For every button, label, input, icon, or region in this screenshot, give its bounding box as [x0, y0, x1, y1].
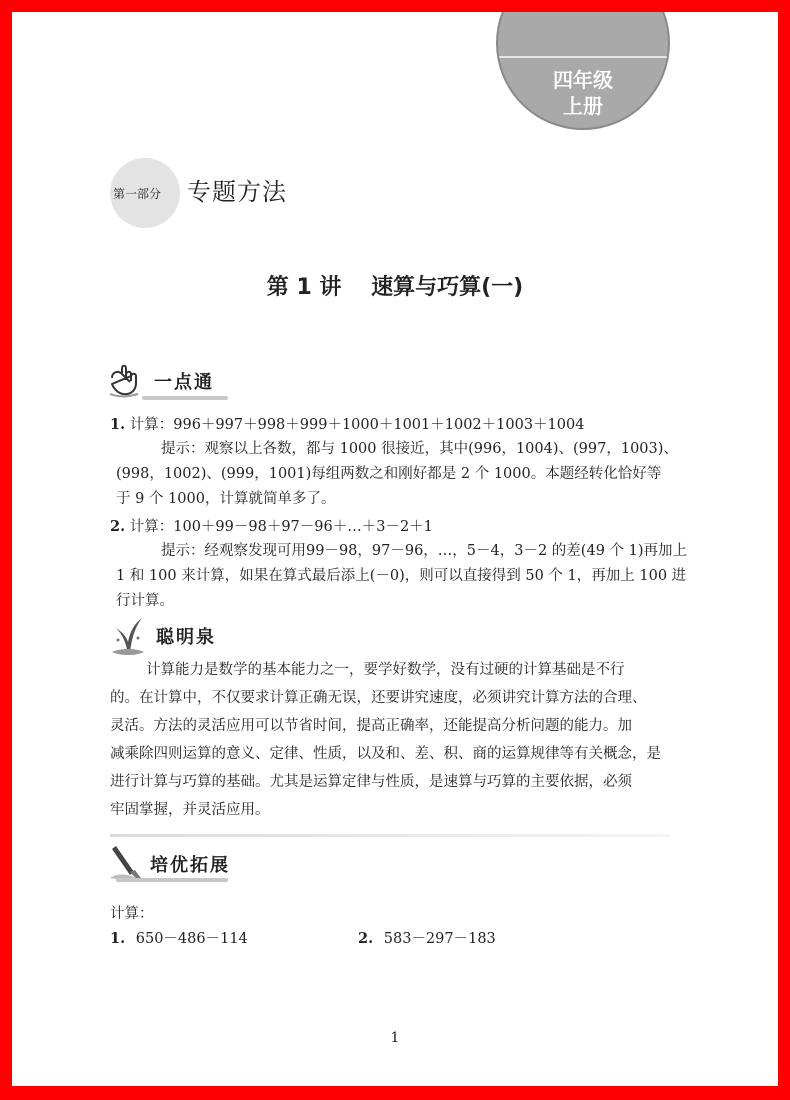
hint-1-line-3: 于 9 个 1000，计算就简单多了。	[116, 491, 336, 507]
exercise-2	[358, 926, 496, 952]
paragraph-line-5: 进行计算与巧算的基础。尤其是运算定律与性质，是速算与巧算的主要依据，必须	[110, 774, 632, 790]
part-title: 专题方法	[187, 178, 287, 206]
problem-1-number: 1.	[110, 416, 126, 433]
exercise-intro: 计算：	[110, 906, 154, 922]
section-congmingquan-title: 聪明泉	[156, 627, 216, 648]
page-number: 1	[390, 1030, 400, 1046]
problem-2-text: 计算：100＋99－98＋97－96＋…＋3－2＋1	[129, 519, 433, 535]
exercise-2-number: 2.	[358, 930, 374, 947]
section-yidiantong-title: 一点通	[154, 372, 214, 393]
hint-2-line-3: 行计算。	[116, 593, 174, 609]
problem-1	[110, 412, 584, 438]
exercise-1-expr: 650－486－114	[135, 931, 248, 947]
lecture-title: 第 1 讲 速算与巧算(一)	[266, 275, 524, 300]
paragraph-line-1: 计算能力是数学的基本能力之一，要学好数学，没有过硬的计算基础是不行	[146, 662, 625, 678]
paragraph-line-6: 牢固掌握，并灵活应用。	[110, 802, 270, 818]
hint-2-line-2: 1 和 100 来计算，如果在算式最后添上(－0)，则可以直接得到 50 个 1，再加上 100 进	[116, 568, 687, 584]
badge-divider	[498, 56, 668, 58]
paragraph-line-3: 灵活。方法的灵活应用可以节省时间，提高正确率，还能提高分析问题的能力。加	[110, 718, 632, 734]
exercise-1	[110, 926, 248, 952]
section-congmingquan-header	[108, 614, 216, 658]
problem-2	[110, 514, 433, 540]
paragraph-line-2: 的。在计算中，不仅要求计算正确无误，还要讲究速度，必须讲究计算方法的合理、	[110, 690, 647, 706]
section-yidiantong-header	[108, 364, 214, 398]
hint-1-line-1: 提示：观察以上各数，都与 1000 很接近，其中(996，1004)、(997，1003)、	[161, 441, 678, 457]
paragraph-line-4: 减乘除四则运算的意义、定律、性质，以及和、差、积、商的运算规律等有关概念，是	[110, 746, 661, 762]
section-divider	[110, 834, 670, 837]
exercise-2-expr: 583－297－183	[383, 931, 496, 947]
hint-2-line-1: 提示：经观察发现可用99－98，97－96，…，5－4，3－2 的差(49 个 1)再加上	[161, 543, 688, 559]
problem-2-number: 2.	[110, 518, 126, 535]
badge-grade: 四年级	[553, 68, 613, 92]
section-underline	[116, 878, 228, 882]
pointing-hand-icon	[108, 364, 152, 398]
grade-badge	[496, 12, 670, 130]
section-underline	[142, 396, 228, 400]
fountain-icon	[108, 614, 148, 658]
part-label: 第一部分	[113, 187, 162, 201]
badge-volume: 上册	[563, 94, 603, 118]
hint-1-line-2: (998，1002)、(999，1001)每组两数之和刚好都是 2 个 1000。本题经转化恰好等	[116, 466, 662, 482]
section-peiyou-header	[108, 842, 230, 886]
problem-1-text: 计算：996＋997＋998＋999＋1000＋1001＋1002＋1003＋1004	[129, 417, 585, 433]
section-peiyou-title: 培优拓展	[150, 855, 230, 876]
page	[12, 12, 778, 1086]
exercise-1-number: 1.	[110, 930, 126, 947]
